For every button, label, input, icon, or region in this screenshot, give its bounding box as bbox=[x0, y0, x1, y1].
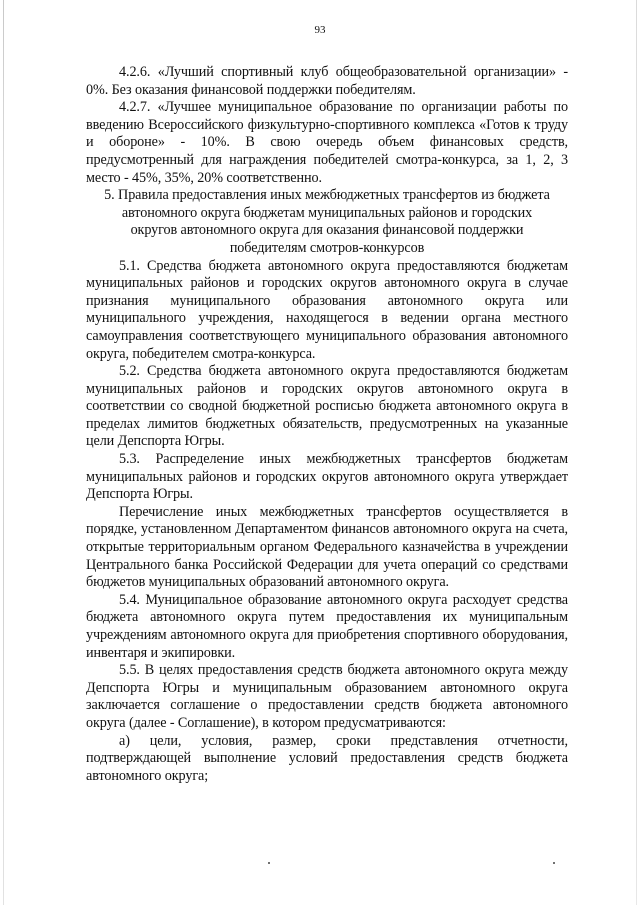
paragraph-5-5: 5.5. В целях предоставления средств бюджета автономного округа между Депспорта Югры и муниципальным образованием автономного округа заключается соглашение о предоставлении средств бюджета автономного округа (далее - Соглашение), в котором предусматриваются: bbox=[86, 662, 568, 731]
section-5-heading: 5. Правила предоставления иных межбюджетных трансфертов из бюджета автономного округа бюджетам муниципальных районов и городских округов автономного округа для оказания финансовой поддержки победителям смотров-конкурсов bbox=[104, 187, 550, 256]
scan-left-edge bbox=[3, 0, 4, 905]
paragraph-4-2-7: 4.2.7. «Лучшее муниципальное образование по организации работы по введению Всероссийского физкультурно-спортивного комплекса «Готов к труду и обороне» - 10%. В свою очередь объем финансовых средств, предусмотренный для награждения победителей смотра-конкурса, за 1, 2, 3 место - 45%, 35%, 20% соответственно. bbox=[86, 99, 568, 186]
paragraph-5-1: 5.1. Средства бюджета автономного округа предоставляются бюджетам муниципальных районов и городских округов автономного округа в случае признания муниципального образования автономного округа или муниципального учреждения, находящегося в ведении органа местного самоуправления соответствующего муниципального образования автономного округа, победителем смотра-конкурса. bbox=[86, 257, 568, 362]
paragraph-5-2: 5.2. Средства бюджета автономного округа предоставляются бюджетам муниципальных районов и городских округов автономного округа в соответствии со сводной бюджетной росписью бюджета автономного округа в пределах лимитов бюджетных обязательств, предусмотренных на указанные цели Депспорта Югры. bbox=[86, 363, 568, 450]
document-body bbox=[86, 64, 568, 785]
paragraph-5-3: 5.3. Распределение иных межбюджетных трансфертов бюджетам муниципальных районов и городских округов автономного округа утверждает Депспорта Югры. bbox=[86, 451, 568, 503]
paragraph-4-2-6: 4.2.6. «Лучший спортивный клуб общеобразовательной организации» - 0%. Без оказания финансовой поддержки победителям. bbox=[86, 64, 568, 98]
page-number: 93 bbox=[314, 24, 326, 36]
scan-speck bbox=[553, 862, 555, 864]
paragraph-5-5-a: а) цели, условия, размер, сроки представления отчетности, подтверждающей выполнение условий предоставления средств бюджета автономного округа; bbox=[86, 732, 568, 784]
paragraph-transfer: Перечисление иных межбюджетных трансфертов осуществляется в порядке, установленном Департаментом финансов автономного округа на счета, открытые территориальным органом Федерального казначейства в учреждении Центрального банка Российской Федерации для учета операций со средствами бюджетов муниципальных образований автономного округа. bbox=[86, 503, 568, 591]
paragraph-5-4: 5.4. Муниципальное образование автономного округа расходует средства бюджета автономного округа путем предоставления их муниципальным учреждениям автономного округа для приобретения спортивного оборудования, инвентаря и экипировки. bbox=[86, 591, 568, 661]
scan-speck bbox=[268, 862, 270, 864]
scan-right-edge bbox=[636, 0, 637, 905]
